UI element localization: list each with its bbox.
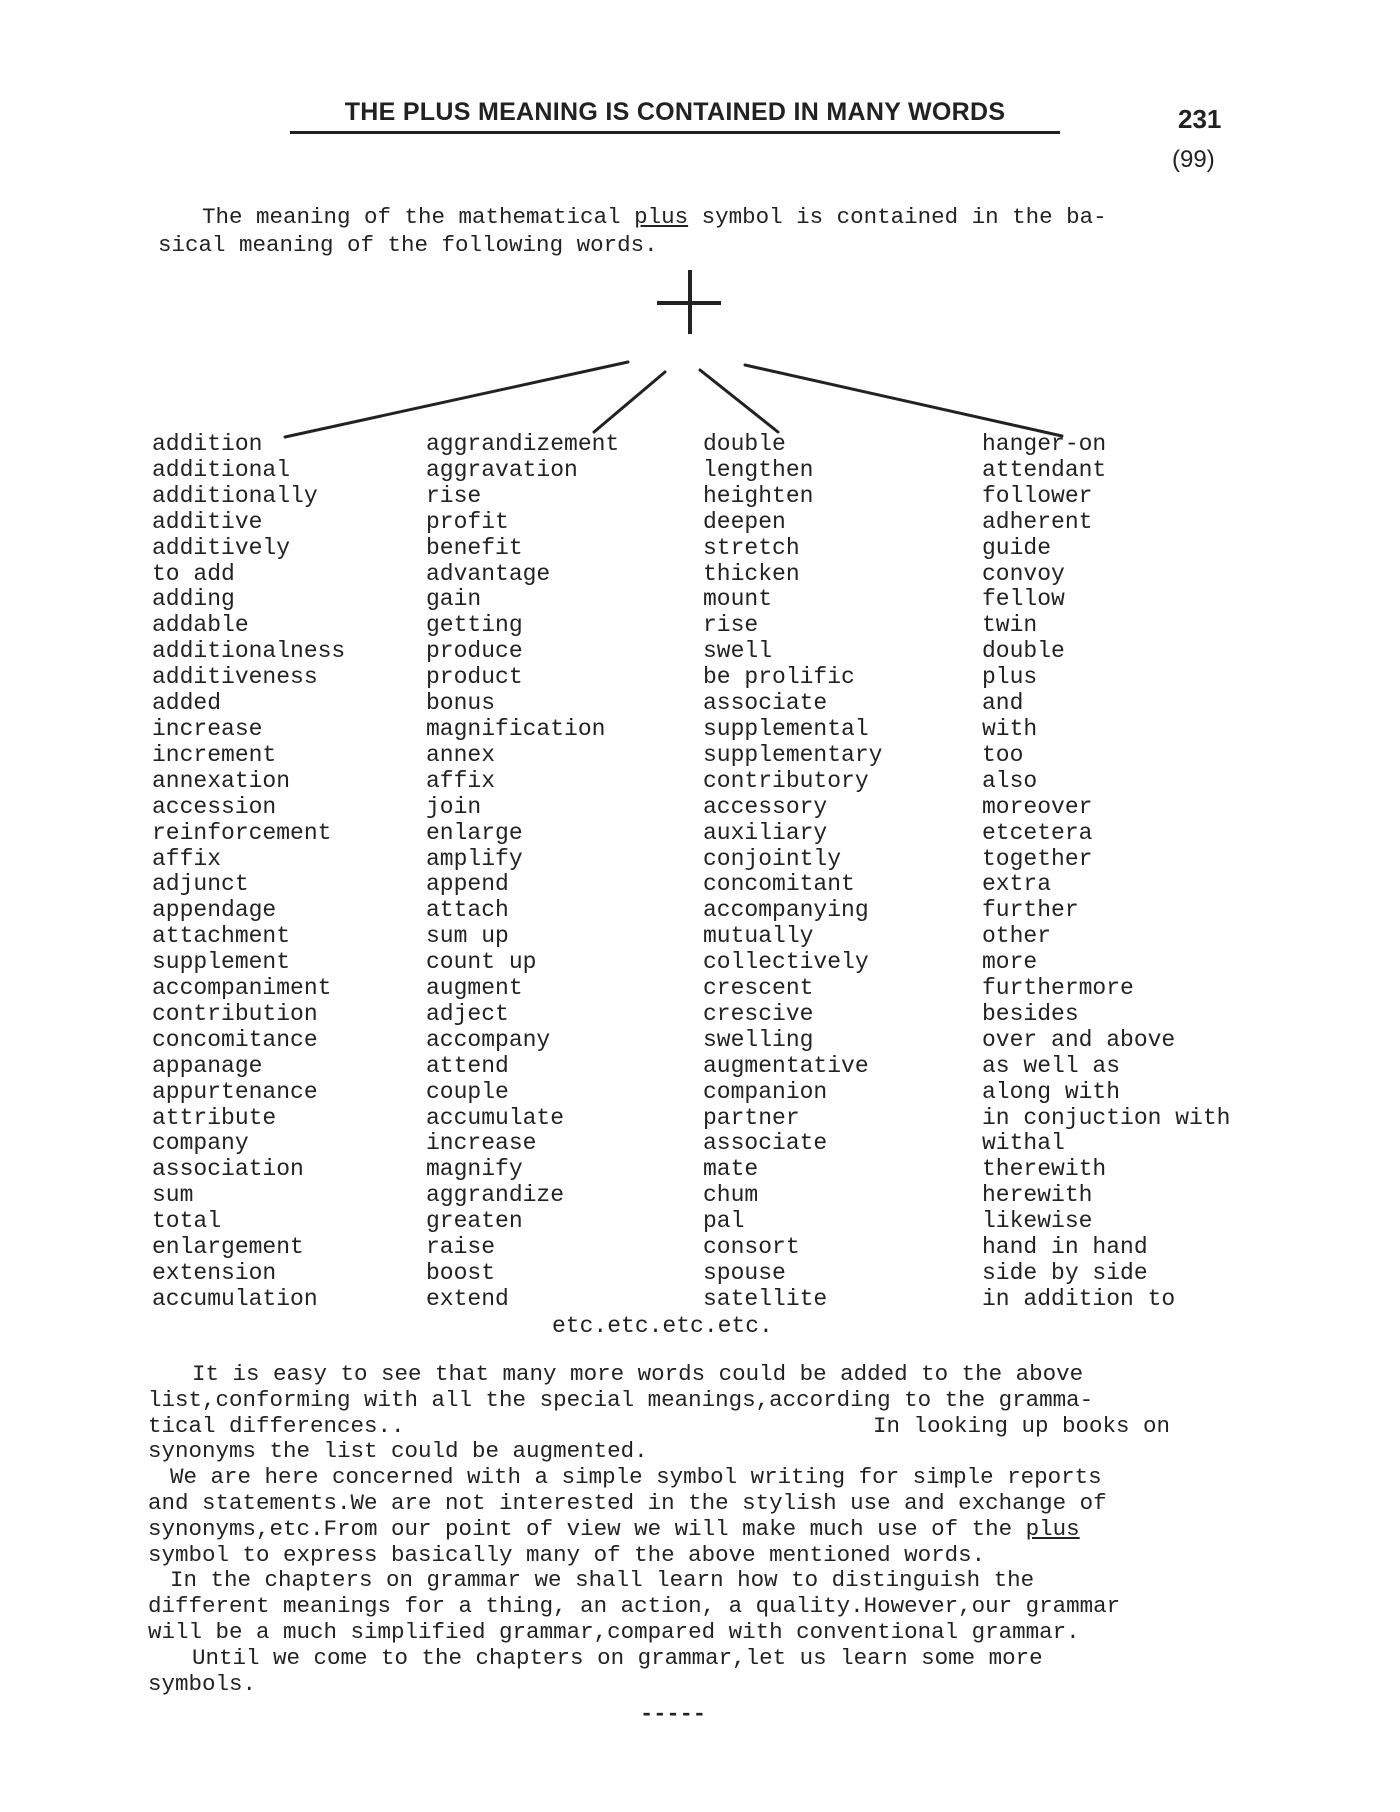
- body-p1-line-3-right: In looking up books on: [873, 1412, 1171, 1439]
- word-list-item: further: [982, 897, 1079, 924]
- word-list-item: enlarge: [426, 819, 523, 846]
- word-list-item: pal: [703, 1208, 745, 1235]
- word-list-item: double: [703, 431, 786, 457]
- word-list-item: enlargement: [152, 1234, 304, 1261]
- word-list-item: adding: [152, 586, 235, 613]
- word-list-item: mate: [703, 1156, 759, 1183]
- word-list-item: stretch: [703, 534, 800, 561]
- word-list-item: attendant: [982, 456, 1107, 483]
- word-list-item: affix: [152, 845, 222, 872]
- branch-line-1: [285, 362, 628, 437]
- word-list-item: extend: [426, 1285, 509, 1312]
- word-list-item: thicken: [703, 560, 800, 587]
- word-list-item: in conjuction with: [982, 1104, 1231, 1131]
- word-list-item: raise: [426, 1234, 496, 1261]
- word-list-item: deepen: [703, 508, 786, 535]
- plus-word-list: [150, 432, 1270, 1312]
- word-list-item: attribute: [152, 1104, 277, 1131]
- word-list-item: too: [982, 741, 1024, 768]
- etc-line: etc.etc.etc.etc.: [552, 1313, 773, 1339]
- word-list-item: addition: [152, 431, 263, 457]
- body-p2-line-2: and statements.We are not interested in the stylish use and exchange of: [148, 1489, 1107, 1516]
- word-list-item: magnification: [426, 715, 606, 742]
- word-list-item: amplify: [426, 845, 523, 872]
- word-list-item: company: [152, 1130, 249, 1157]
- word-list-item: guide: [982, 534, 1052, 561]
- word-list-item: benefit: [426, 534, 523, 561]
- word-list-item: additiveness: [152, 664, 318, 691]
- word-list-item: attend: [426, 1052, 509, 1079]
- word-list-item: additionalness: [152, 638, 346, 665]
- word-list-item: plus: [982, 664, 1038, 691]
- intro-underlined-word: plus: [634, 204, 689, 230]
- end-mark: -----: [640, 1702, 707, 1727]
- word-list-item: join: [426, 793, 482, 820]
- intro-text-after: symbol is contained in the ba-: [688, 204, 1107, 230]
- word-list-item: besides: [982, 1000, 1079, 1027]
- word-list-item: twin: [982, 612, 1038, 639]
- word-column-1: [152, 432, 345, 1313]
- word-list-item: annex: [426, 741, 496, 768]
- word-list-item: follower: [982, 482, 1093, 509]
- word-list-item: partner: [703, 1104, 800, 1131]
- word-list-item: aggrandizement: [426, 431, 620, 457]
- body-p1-line-3-left: tical differences..: [148, 1412, 405, 1439]
- word-list-item: association: [152, 1156, 304, 1183]
- body-p3-line-3: will be a much simplified grammar,compared with conventional grammar.: [148, 1618, 1080, 1645]
- word-list-item: reinforcement: [152, 819, 332, 846]
- word-list-item: magnify: [426, 1156, 523, 1183]
- word-column-4: [982, 432, 1230, 1313]
- branch-line-2: [594, 372, 665, 432]
- word-list-item: adjunct: [152, 871, 249, 898]
- word-list-item: to add: [152, 560, 235, 587]
- word-list-item: moreover: [982, 793, 1093, 820]
- page-number: 231: [1178, 104, 1222, 134]
- word-list-item: along with: [982, 1078, 1121, 1105]
- word-list-item: append: [426, 871, 509, 898]
- word-list-item: count up: [426, 949, 537, 976]
- word-list-item: aggrandize: [426, 1182, 565, 1209]
- word-list-item: consort: [703, 1234, 800, 1261]
- word-list-item: with: [982, 715, 1038, 742]
- word-list-item: augment: [426, 975, 523, 1002]
- word-list-item: supplementary: [703, 741, 883, 768]
- word-list-item: additive: [152, 508, 263, 535]
- word-list-item: gain: [426, 586, 482, 613]
- word-list-item: conjointly: [703, 845, 842, 872]
- word-list-item: swell: [703, 638, 773, 665]
- word-list-item: additionally: [152, 482, 318, 509]
- word-list-item: appendage: [152, 897, 277, 924]
- word-list-item: getting: [426, 612, 523, 639]
- plus-symbol-icon: [655, 268, 725, 338]
- word-list-item: accompany: [426, 1026, 551, 1053]
- word-list-item: therewith: [982, 1156, 1107, 1183]
- word-list-item: and: [982, 690, 1024, 717]
- word-list-item: increment: [152, 741, 277, 768]
- word-list-item: accompaniment: [152, 975, 332, 1002]
- word-list-item: likewise: [982, 1208, 1093, 1235]
- word-list-item: concomitance: [152, 1026, 318, 1053]
- word-list-item: advantage: [426, 560, 551, 587]
- word-list-item: furthermore: [982, 975, 1134, 1002]
- word-list-item: accession: [152, 793, 277, 820]
- word-list-item: together: [982, 845, 1093, 872]
- word-list-item: boost: [426, 1260, 496, 1286]
- body-p2-underlined-word: plus: [1025, 1515, 1080, 1542]
- body-p4-line-2: symbols.: [148, 1670, 257, 1697]
- word-list-item: extra: [982, 871, 1052, 898]
- word-list-item: accumulation: [152, 1285, 318, 1312]
- word-list-item: sum up: [426, 923, 509, 950]
- word-list-item: companion: [703, 1078, 828, 1105]
- word-list-item: attachment: [152, 923, 291, 950]
- intro-text-before: The meaning of the mathematical: [202, 204, 635, 230]
- word-list-item: augmentative: [703, 1052, 869, 1079]
- word-list-item: rise: [703, 612, 759, 639]
- word-list-item: fellow: [982, 586, 1065, 613]
- word-list-item: couple: [426, 1078, 509, 1105]
- word-list-item: greaten: [426, 1208, 523, 1235]
- word-list-item: swelling: [703, 1026, 814, 1053]
- word-list-item: more: [982, 949, 1038, 976]
- word-column-3: [703, 432, 882, 1313]
- body-p4-line-1: Until we come to the chapters on grammar,let us learn some more: [192, 1644, 1043, 1671]
- word-list-item: associate: [703, 1130, 828, 1157]
- word-list-item: mutually: [703, 923, 814, 950]
- body-p1-line-1: It is easy to see that many more words could be added to the above: [192, 1361, 1084, 1387]
- word-list-item: supplemental: [703, 715, 869, 742]
- branch-line-4: [745, 365, 1062, 436]
- word-list-item: hand in hand: [982, 1234, 1148, 1261]
- plus-vertical-stroke: [688, 270, 692, 334]
- word-list-item: appurtenance: [152, 1078, 318, 1105]
- word-list-item: spouse: [703, 1260, 786, 1286]
- word-list-item: accumulate: [426, 1104, 565, 1131]
- word-list-item: accompanying: [703, 897, 869, 924]
- word-list-item: crescent: [703, 975, 814, 1002]
- intro-line-1: [158, 203, 1258, 231]
- word-list-item: herewith: [982, 1182, 1093, 1209]
- word-list-item: concomitant: [703, 871, 855, 898]
- word-list-item: addable: [152, 612, 249, 639]
- body-p2-line-4: symbol to express basically many of the above mentioned words.: [148, 1541, 986, 1568]
- word-list-item: increase: [152, 715, 263, 742]
- word-list-item: as well as: [982, 1052, 1121, 1079]
- word-list-item: etcetera: [982, 819, 1093, 846]
- intro-line-2: sical meaning of the following words.: [158, 232, 658, 258]
- page-header: [290, 98, 1060, 134]
- word-list-item: sum: [152, 1182, 194, 1209]
- word-list-item: extension: [152, 1260, 277, 1286]
- word-list-item: also: [982, 767, 1038, 794]
- word-list-item: withal: [982, 1130, 1065, 1157]
- word-list-item: added: [152, 690, 222, 717]
- word-list-item: produce: [426, 638, 523, 665]
- intro-paragraph: [158, 203, 1258, 259]
- word-list-item: adherent: [982, 508, 1093, 535]
- word-list-item: rise: [426, 482, 482, 509]
- word-list-item: aggravation: [426, 456, 578, 483]
- word-list-item: lengthen: [703, 456, 814, 483]
- word-list-item: supplement: [152, 949, 291, 976]
- word-list-item: profit: [426, 508, 509, 535]
- body-text: [148, 1362, 1278, 1697]
- word-list-item: additional: [152, 456, 291, 483]
- body-p1-line-4: synonyms the list could be augmented.: [148, 1438, 648, 1465]
- body-p2-line-1: We are here concerned with a simple symbol writing for simple reports: [170, 1464, 1102, 1491]
- word-list-item: crescive: [703, 1000, 814, 1027]
- word-list-item: auxiliary: [703, 819, 828, 846]
- body-p2-line-3: [148, 1517, 1278, 1543]
- body-p1-line-3: [148, 1414, 1278, 1440]
- word-list-item: collectively: [703, 949, 869, 976]
- alt-page-number: (99): [1172, 146, 1215, 173]
- word-list-item: appanage: [152, 1052, 263, 1079]
- word-column-2: [426, 432, 619, 1313]
- branch-line-3: [700, 370, 778, 432]
- body-p3-line-1: In the chapters on grammar we shall learn how to distinguish the: [170, 1567, 1035, 1594]
- word-list-item: attach: [426, 897, 509, 924]
- word-list-item: total: [152, 1208, 222, 1235]
- word-list-item: convoy: [982, 560, 1065, 587]
- word-list-item: contributory: [703, 767, 869, 794]
- body-p2-line-3-text: synonyms,etc.From our point of view we will make much use of the: [148, 1515, 1026, 1542]
- word-list-item: accessory: [703, 793, 828, 820]
- word-list-item: increase: [426, 1130, 537, 1157]
- word-list-item: be prolific: [703, 664, 855, 691]
- word-list-item: bonus: [426, 690, 496, 717]
- word-list-item: other: [982, 923, 1052, 950]
- body-p1-line-2: list,conforming with all the special meanings,according to the gramma-: [148, 1386, 1094, 1413]
- word-list-item: side by side: [982, 1260, 1148, 1286]
- word-list-item: double: [982, 638, 1065, 665]
- page-title: THE PLUS MEANING IS CONTAINED IN MANY WORDS: [344, 98, 1006, 126]
- word-list-item: hanger-on: [982, 431, 1107, 457]
- word-list-item: in addition to: [982, 1285, 1176, 1312]
- word-list-item: adject: [426, 1000, 509, 1027]
- word-list-item: affix: [426, 767, 496, 794]
- body-p3-line-2: different meanings for a thing, an action, a quality.However,our grammar: [148, 1593, 1121, 1620]
- word-list-item: product: [426, 664, 523, 691]
- word-list-item: chum: [703, 1182, 759, 1209]
- word-list-item: over and above: [982, 1026, 1176, 1053]
- word-list-item: annexation: [152, 767, 291, 794]
- word-list-item: mount: [703, 586, 773, 613]
- word-list-item: satellite: [703, 1285, 828, 1312]
- word-list-item: additively: [152, 534, 291, 561]
- word-list-item: heighten: [703, 482, 814, 509]
- word-list-item: contribution: [152, 1000, 318, 1027]
- word-list-item: associate: [703, 690, 828, 717]
